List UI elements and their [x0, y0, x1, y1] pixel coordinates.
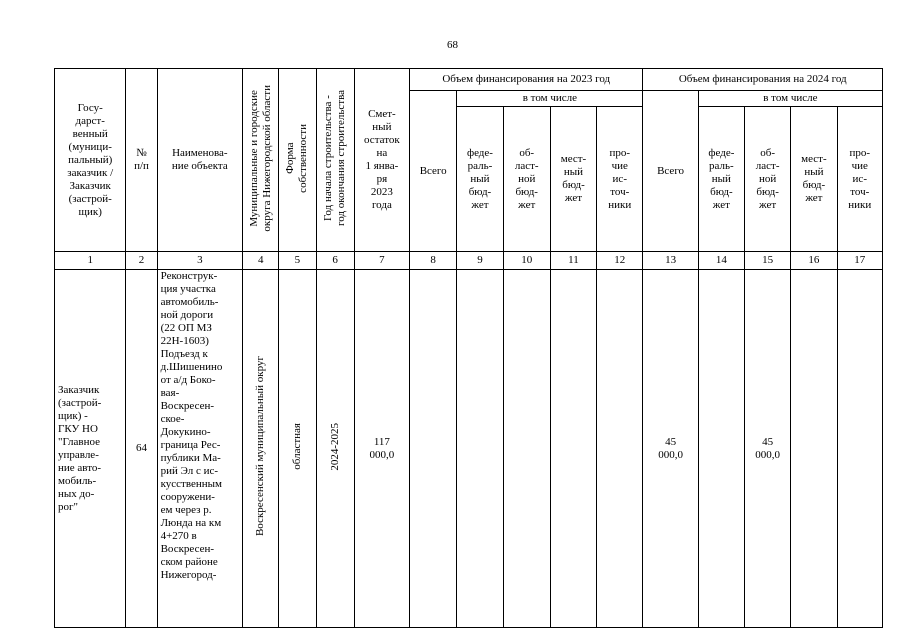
column-number: 6 — [316, 252, 354, 270]
column-number: 4 — [243, 252, 279, 270]
row-regional-2024: 45 000,0 — [745, 270, 791, 628]
column-number: 10 — [503, 252, 550, 270]
row-ownership: областная — [279, 270, 316, 628]
column-number: 17 — [837, 252, 882, 270]
row-object-name: Реконструк- ция участка автомобиль- ной дороги (22 ОП МЗ 22Н-1603) Подъезд к д.Шишенино от а/д Боко- вая- Воскресен- ское- Докукино- граница Рес- публики Ма- рий Эл с ис- кусственным сооружени- ем через р. Люнда на км 4+270 в Воскресен- ском районе Нижегород- — [157, 270, 243, 628]
row-years: 2024-2025 — [316, 270, 354, 628]
header-including-2024: в том числе — [698, 91, 882, 107]
row-total-2024: 45 000,0 — [643, 270, 698, 628]
column-number: 2 — [126, 252, 157, 270]
column-number: 7 — [354, 252, 409, 270]
table-row — [55, 270, 883, 628]
header-fin-2024: Объем финансирования на 2024 год — [643, 69, 883, 91]
column-number: 13 — [643, 252, 698, 270]
header-remainder: Смет- ный остаток на 1 янва- ря 2023 года — [354, 69, 409, 252]
row-remainder: 117 000,0 — [354, 270, 409, 628]
column-number: 3 — [157, 252, 243, 270]
header-total-2024: Всего — [643, 91, 698, 252]
row-local-2024 — [791, 270, 837, 628]
header-federal-2023: феде- раль- ный бюд- жет — [457, 107, 503, 252]
page-number: 68 — [447, 39, 458, 51]
row-local-2023 — [550, 270, 596, 628]
header-regional-2024: об- ласт- ной бюд- жет — [745, 107, 791, 252]
header-federal-2024: феде- раль- ный бюд- жет — [698, 107, 744, 252]
header-other-2023: про- чие ис- точ- ники — [597, 107, 643, 252]
header-ownership: Форма собственности — [279, 69, 316, 252]
row-customer: Заказчик (застрой- щик) - ГКУ НО "Главное управле- ние авто- мобиль- ных до- рог" — [55, 270, 126, 628]
header-other-2024: про- чие ис- точ- ники — [837, 107, 882, 252]
header-customer: Госу- дарст- венный (муници- пальный) заказчик / Заказчик (застрой- щик) — [55, 69, 126, 252]
row-municipality: Воскресенский муниципальный округ — [243, 270, 279, 628]
header-years: Год начала строительства - год окончания строительства — [316, 69, 354, 252]
column-number: 14 — [698, 252, 744, 270]
column-number: 8 — [410, 252, 457, 270]
column-number: 11 — [550, 252, 596, 270]
row-federal-2024 — [698, 270, 744, 628]
header-including-2023: в том числе — [457, 91, 643, 107]
header-regional-2023: об- ласт- ной бюд- жет — [503, 107, 550, 252]
header-municipality: Муниципальные и городские округа Нижегородской области — [243, 69, 279, 252]
header-fin-2023: Объем финансирования на 2023 год — [410, 69, 643, 91]
row-other-2023 — [597, 270, 643, 628]
financing-table — [54, 68, 883, 628]
column-number: 9 — [457, 252, 503, 270]
row-regional-2023 — [503, 270, 550, 628]
header-local-2023: мест- ный бюд- жет — [550, 107, 596, 252]
column-number: 16 — [791, 252, 837, 270]
header-name: Наименова- ние объекта — [157, 69, 243, 252]
header-local-2024: мест- ный бюд- жет — [791, 107, 837, 252]
row-total-2023 — [410, 270, 457, 628]
row-num: 64 — [126, 270, 157, 628]
column-number: 12 — [597, 252, 643, 270]
column-number: 15 — [745, 252, 791, 270]
row-other-2024 — [837, 270, 882, 628]
header-num: № п/п — [126, 69, 157, 252]
column-number-row — [55, 252, 883, 270]
row-federal-2023 — [457, 270, 503, 628]
column-number: 5 — [279, 252, 316, 270]
column-number: 1 — [55, 252, 126, 270]
header-total-2023: Всего — [410, 91, 457, 252]
